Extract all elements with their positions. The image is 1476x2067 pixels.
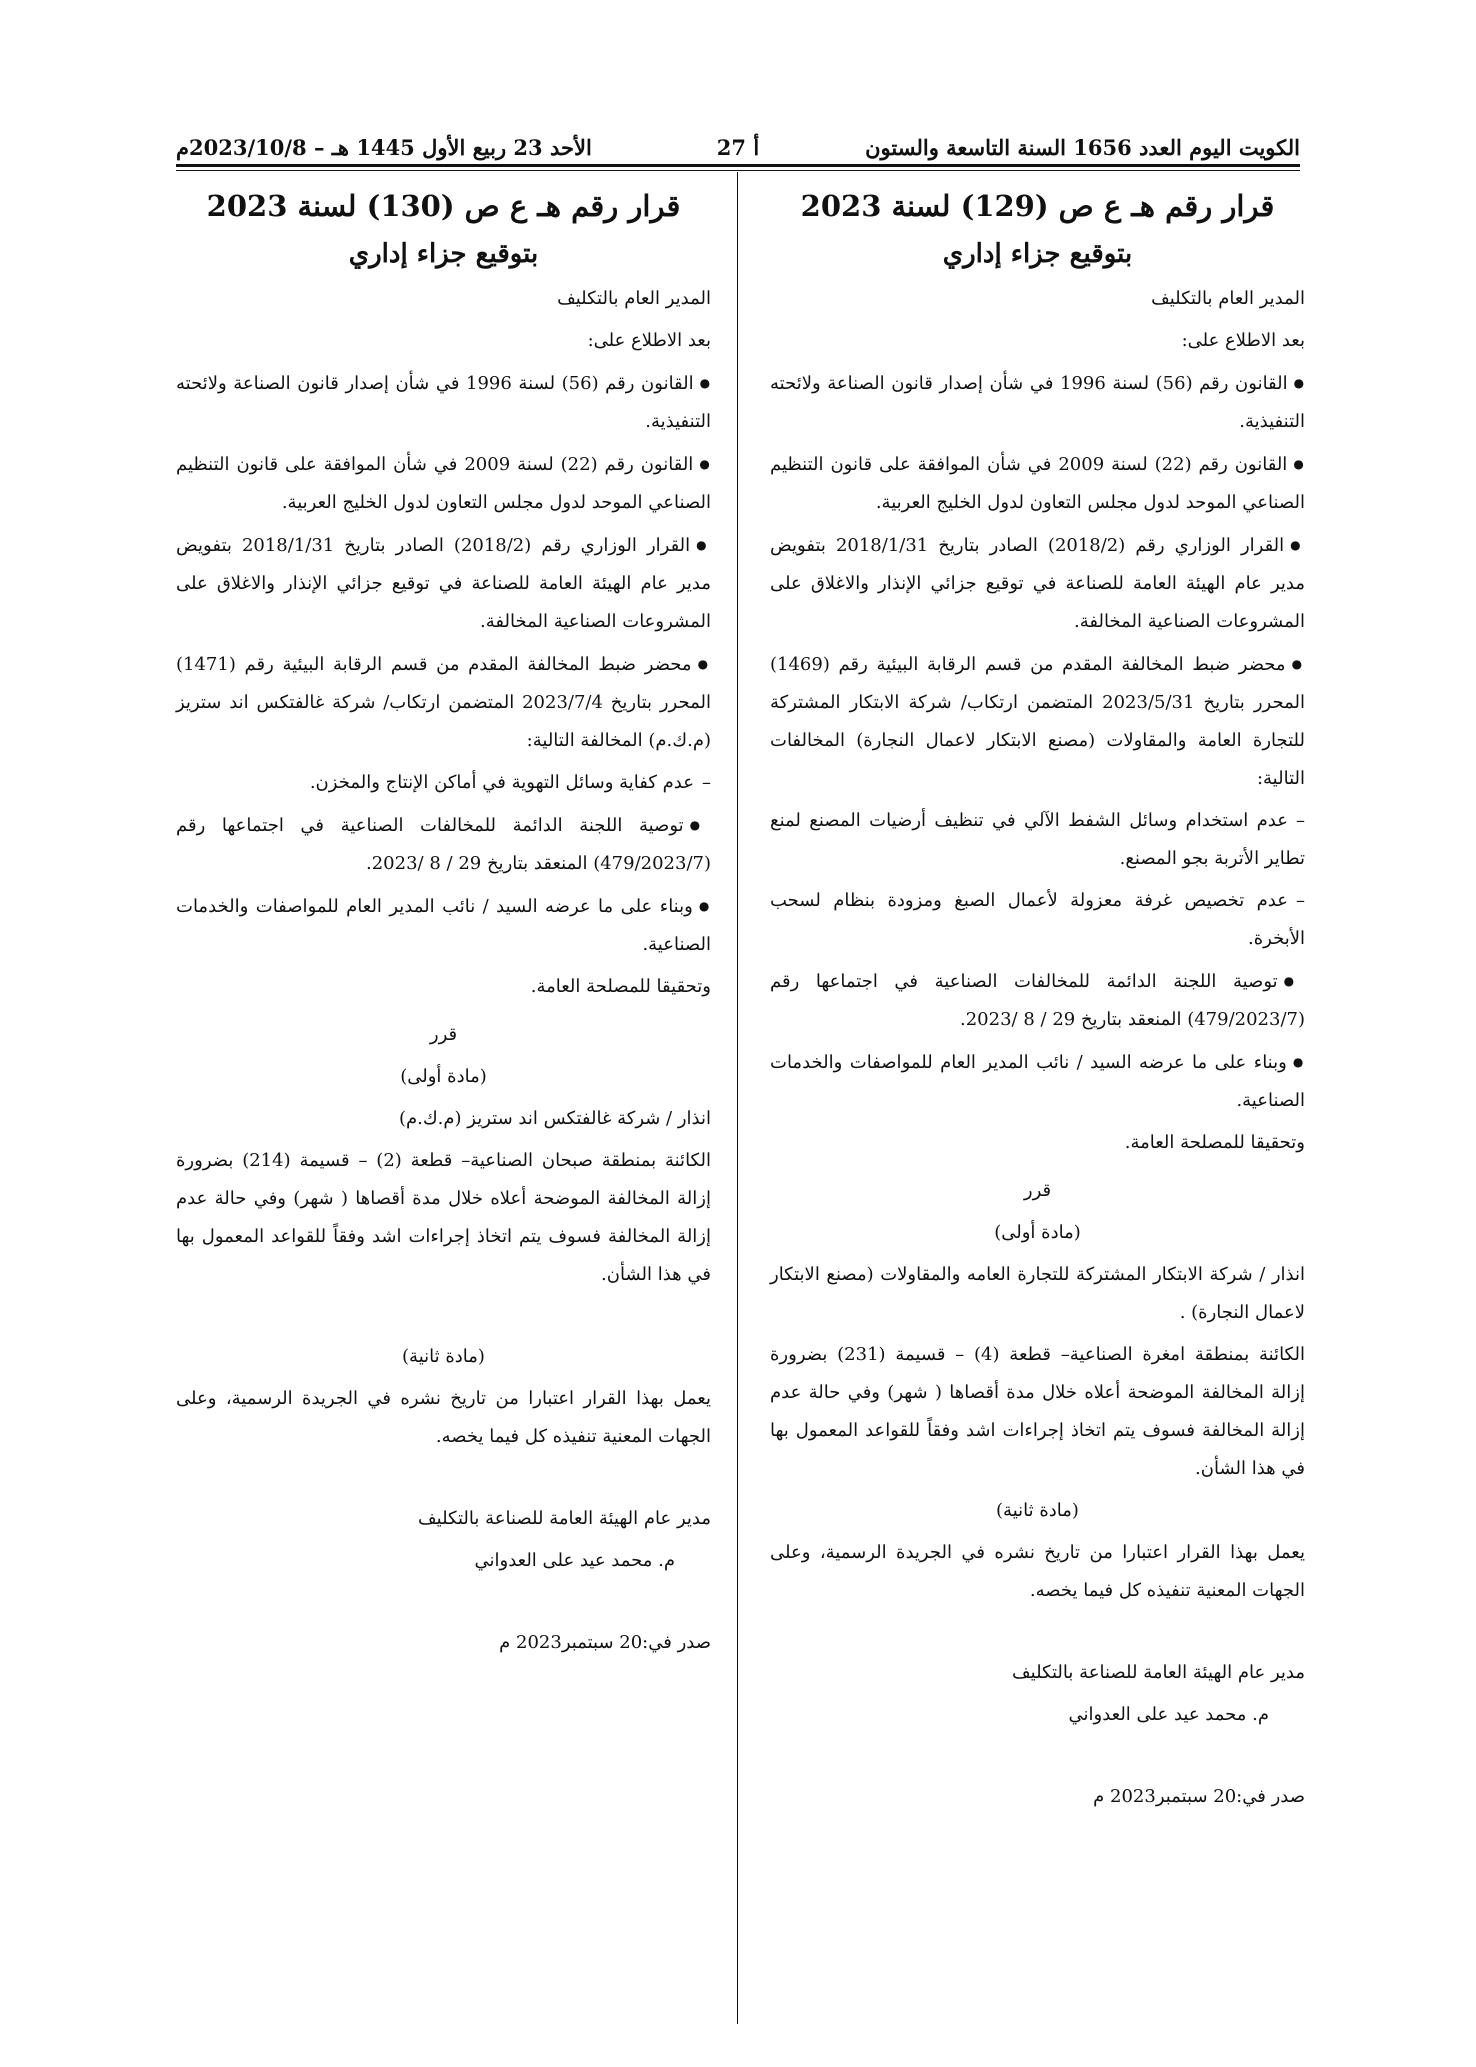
header-issue-info: الكويت اليوم العدد 1656 السنة التاسعة والستون [865, 135, 1300, 160]
signature-title: مدير عام الهيئة العامة للصناعة بالتكليف [1012, 1662, 1305, 1683]
violation-item: – عدم تخصيص غرفة معزولة لأعمال الصبغ ومزودة بنظام لسحب الأبخرة. [770, 882, 1305, 958]
issuer: المدير العام بالتكليف [557, 288, 711, 309]
column-divider [737, 172, 738, 2024]
violation-item: – عدم كفاية وسائل التهوية في أماكن الإنتاج والمخزن. [176, 764, 711, 802]
reference-item: ● القانون رقم (22) لسنة 2009 في شأن الموافقة على قانون التنظيم الصناعي الموحد لدول مجلس التعاون لدول الخليج العربية. [770, 445, 1305, 522]
header-date: الأحد 23 ربيع الأول 1445 هـ – 2023/10/8م [176, 135, 592, 160]
reference-item: ● القرار الوزاري رقم (2018/2) الصادر بتاريخ 2018/1/31 بتفويض مدير عام الهيئة العامة للصناعة في توقيع جزائي الإنذار والاغلاق على المشروعات الصناعية المخالفة. [770, 526, 1305, 641]
article-1-heading: (مادة أولى) [994, 1222, 1081, 1243]
issuer: المدير العام بالتكليف [1151, 288, 1305, 309]
article-2-heading: (مادة ثانية) [996, 1500, 1079, 1521]
issue-date: صدر في:20 سبتمبر2023 م [1093, 1786, 1305, 1807]
article-1-heading: (مادة أولى) [400, 1066, 487, 1087]
violation-item: – عدم استخدام وسائل الشفط الآلي في تنظيف أرضيات المصنع لمنع تطاير الأتربة بجو المصنع. [770, 802, 1305, 878]
reference-item: ● وبناء على ما عرضه السيد / نائب المدير العام للمواصفات والخدمات الصناعية. [770, 1043, 1305, 1120]
decision-130-column [176, 180, 711, 1666]
reference-item: ● توصية اللجنة الدائمة للمخالفات الصناعية في اجتماعها رقم (479/2023/7) المنعقد بتاريخ 29 / 8 /2023. [770, 962, 1305, 1039]
reference-item: ● القانون رقم (56) لسنة 1996 في شأن إصدار قانون الصناعة ولائحته التنفيذية. [770, 364, 1305, 441]
header-rule-thick [176, 164, 1300, 167]
decided-heading: قرر [429, 1024, 458, 1045]
header-rule-thin [176, 170, 1300, 171]
reference-item: ● توصية اللجنة الدائمة للمخالفات الصناعية في اجتماعها رقم (479/2023/7) المنعقد بتاريخ 29 / 8 /2023. [176, 806, 711, 883]
article-2-body: يعمل بهذا القرار اعتبارا من تاريخ نشره في الجريدة الرسمية، وعلى الجهات المعنية تنفيذه كل فيما يخصه. [770, 1542, 1305, 1601]
decision-title: قرار رقم هـ ع ص (129) لسنة 2023 [800, 189, 1275, 223]
signature-name: م. محمد عيد على العدواني [474, 1550, 675, 1571]
reference-item: ● وبناء على ما عرضه السيد / نائب المدير العام للمواصفات والخدمات الصناعية. [176, 887, 711, 964]
decision-subtitle: بتوقيع جزاء إداري [348, 239, 539, 269]
article-1-party: انذار / شركة الابتكار المشتركة للتجارة العامه والمقاولات (مصنع الابتكار لاعمال النجارة) . [770, 1264, 1305, 1323]
decision-subtitle: بتوقيع جزاء إداري [942, 239, 1133, 269]
closing-line: وتحقيقا للمصلحة العامة. [530, 976, 711, 997]
decided-heading: قرر [1023, 1180, 1052, 1201]
article-2-body: يعمل بهذا القرار اعتبارا من تاريخ نشره في الجريدة الرسمية، وعلى الجهات المعنية تنفيذه كل فيما يخصه. [176, 1388, 711, 1447]
preamble: بعد الاطلاع على: [587, 330, 711, 351]
reference-item: ● القرار الوزاري رقم (2018/2) الصادر بتاريخ 2018/1/31 بتفويض مدير عام الهيئة العامة للصناعة في توقيع جزائي الإنذار والاغلاق على المشروعات الصناعية المخالفة. [176, 526, 711, 641]
signature-title: مدير عام الهيئة العامة للصناعة بالتكليف [418, 1508, 711, 1529]
header-page-number: أ 27 [716, 135, 760, 160]
signature-name: م. محمد عيد على العدواني [1068, 1704, 1269, 1725]
article-1-party: انذار / شركة غالفتكس اند ستريز (م.ك.م) [398, 1108, 711, 1129]
preamble: بعد الاطلاع على: [1181, 330, 1305, 351]
article-1-body: الكائنة بمنطقة صبحان الصناعية– قطعة (2) – قسيمة (214) بضرورة إزالة المخالفة الموضحة أعلاه خلال مدة أقصاها ( شهر) وفي حالة عدم إزالة المخالفة فسوف يتم اتخاذ إجراءات اشد وفقاً للقواعد المعمول بها في هذا الشأن. [176, 1150, 711, 1285]
reference-item: ● محضر ضبط المخالفة المقدم من قسم الرقابة البيئية رقم (1471) المحرر بتاريخ 2023/7/4 المتضمن ارتكاب/ شركة غالفتكس اند ستريز (م.ك.م) المخالفة التالية: [176, 645, 711, 760]
closing-line: وتحقيقا للمصلحة العامة. [1124, 1132, 1305, 1153]
reference-item: ● محضر ضبط المخالفة المقدم من قسم الرقابة البيئية رقم (1469) المحرر بتاريخ 2023/5/31 المتضمن ارتكاب/ شركة الابتكار المشتركة للتجارة العامة والمقاولات (مصنع الابتكار لاعمال النجارة) المخالفات التالية: [770, 645, 1305, 798]
reference-item: ● القانون رقم (22) لسنة 2009 في شأن الموافقة على قانون التنظيم الصناعي الموحد لدول مجلس التعاون لدول الخليج العربية. [176, 445, 711, 522]
reference-item: ● القانون رقم (56) لسنة 1996 في شأن إصدار قانون الصناعة ولائحته التنفيذية. [176, 364, 711, 441]
article-1-body: الكائنة بمنطقة امغرة الصناعية– قطعة (4) – قسيمة (231) بضرورة إزالة المخالفة الموضحة أعلاه خلال مدة أقصاها ( شهر) وفي حالة عدم إزالة المخالفة فسوف يتم اتخاذ إجراءات اشد وفقاً للقواعد المعمول بها في هذا الشأن. [770, 1344, 1305, 1479]
decision-129-column [770, 180, 1305, 1820]
article-2-heading: (مادة ثانية) [402, 1346, 485, 1367]
page-header [176, 118, 1300, 160]
issue-date: صدر في:20 سبتمبر2023 م [499, 1632, 711, 1653]
decision-title: قرار رقم هـ ع ص (130) لسنة 2023 [206, 189, 681, 223]
